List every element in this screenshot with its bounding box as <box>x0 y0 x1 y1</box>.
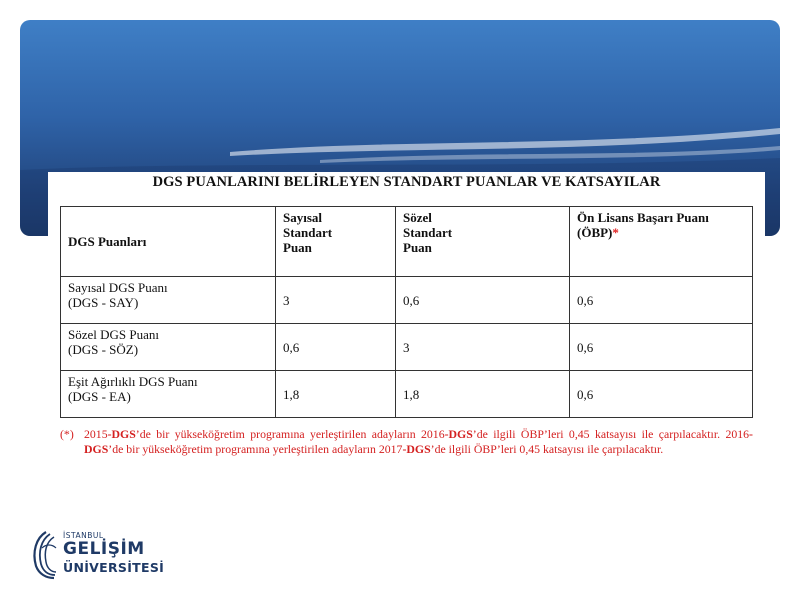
logo-name: GELİŞİM <box>63 539 145 559</box>
row-label-sozel <box>61 324 276 371</box>
footnote-bold: -DGS <box>444 427 473 441</box>
header-line: Standart <box>283 225 333 240</box>
university-logo <box>30 528 170 583</box>
document-title: DGS PUANLARINI BELİRLEYEN STANDART PUANLAR VE KATSAYILAR <box>152 174 661 190</box>
header-line: (ÖBP) <box>577 225 613 240</box>
table-cell: 0,6 <box>276 324 396 371</box>
row-label-line: Sayısal DGS Puanı <box>68 280 168 295</box>
table-row <box>61 277 753 324</box>
header-line: Sayısal <box>283 210 323 225</box>
row-label-esit-agirlikli <box>61 371 276 418</box>
table-cell: 1,8 <box>276 371 396 418</box>
footnote-text: ’de bir yükseköğretim programına yerleştirilen adayların 2017 <box>108 442 403 456</box>
document-scan <box>48 172 765 482</box>
header-line: Puan <box>403 240 432 255</box>
header-line: Sözel <box>403 210 432 225</box>
table-cell: 0,6 <box>396 277 570 324</box>
header-line: DGS Puanları <box>68 234 147 249</box>
footnote <box>60 427 753 457</box>
table-header-row <box>61 207 753 277</box>
header-sozel <box>396 207 570 277</box>
table-cell: 3 <box>276 277 396 324</box>
logo-city: İSTANBUL <box>63 531 104 540</box>
footnote-text: ’de ilgili ÖBP’leri 0,45 katsayısı ile çarpılacaktır. <box>430 442 664 456</box>
footnote-bold: -DGS <box>107 427 136 441</box>
footnote-marker: (*) <box>60 427 74 441</box>
row-label-line: (DGS - EA) <box>68 389 131 404</box>
row-label-line: Sözel DGS Puanı <box>68 327 159 342</box>
footnote-bold: -DGS <box>402 442 431 456</box>
table-cell: 0,6 <box>570 371 753 418</box>
score-coefficients-table <box>60 206 753 418</box>
gelisim-emblem-icon <box>30 528 62 580</box>
header-obp <box>570 207 753 277</box>
table-cell: 0,6 <box>570 324 753 371</box>
footnote-text: ’de ilgili ÖBP’leri 0,45 katsayısı ile çarpılacaktır. 2016 <box>472 427 750 441</box>
header-line: Standart <box>403 225 453 240</box>
footnote-text: 2015 <box>84 427 108 441</box>
table-cell: 1,8 <box>396 371 570 418</box>
header-dgs-puanlari <box>61 207 276 277</box>
footnote-bold: -DGS <box>84 427 753 456</box>
header-sayisal <box>276 207 396 277</box>
table-cell: 3 <box>396 324 570 371</box>
footnote-star: * <box>612 225 619 240</box>
table-row <box>61 324 753 371</box>
table-row <box>61 371 753 418</box>
table-cell: 0,6 <box>570 277 753 324</box>
row-label-line: (DGS - SÖZ) <box>68 342 139 357</box>
logo-university: ÜNİVERSİTESİ <box>63 560 165 575</box>
row-label-line: (DGS - SAY) <box>68 295 139 310</box>
row-label-sayisal <box>61 277 276 324</box>
header-line: Puan <box>283 240 312 255</box>
row-label-line: Eşit Ağırlıklı DGS Puanı <box>68 374 198 389</box>
header-line: Ön Lisans Başarı Puanı <box>577 210 709 225</box>
footnote-text: ’de bir yükseköğretim programına yerleştirilen adayların 2016 <box>135 427 445 441</box>
